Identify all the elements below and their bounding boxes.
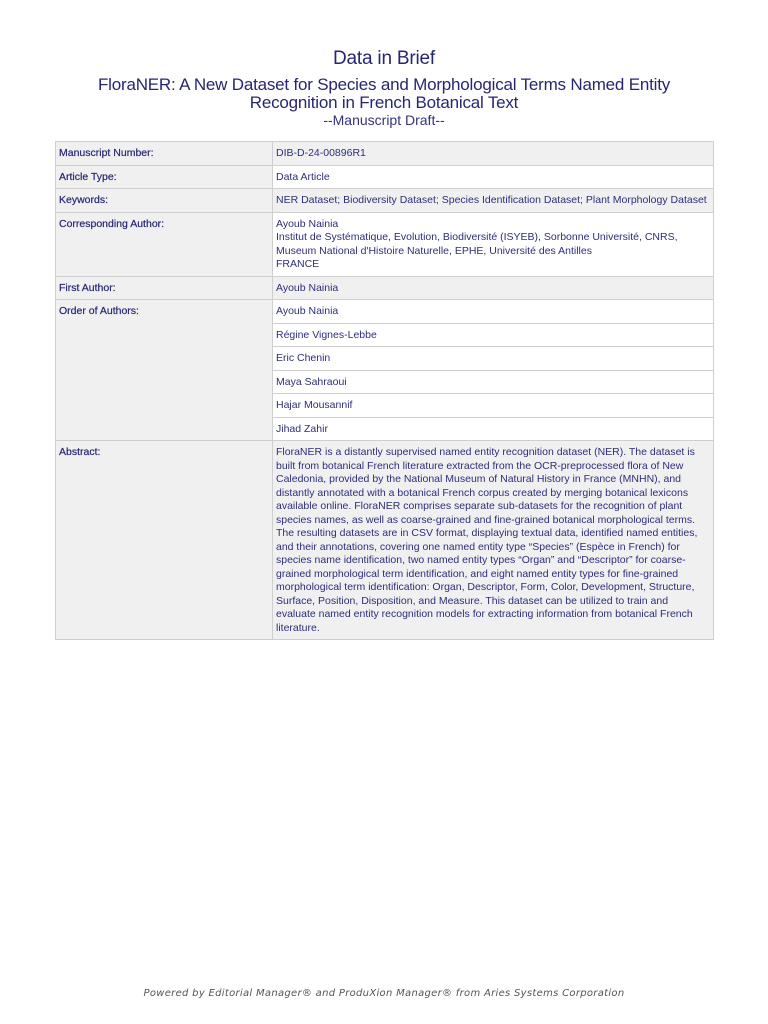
label-abstract: Abstract: xyxy=(56,441,273,640)
corresponding-author-country: FRANCE xyxy=(276,258,320,270)
value-first-author: Ayoub Nainia xyxy=(273,276,714,300)
article-title-line-2: Recognition in French Botanical Text xyxy=(249,93,519,112)
value-keywords: NER Dataset; Biodiversity Dataset; Species Identification Dataset; Plant Morphology Dataset xyxy=(273,189,714,213)
label-order-of-authors: Order of Authors: xyxy=(56,300,273,441)
row-article-type xyxy=(56,165,714,189)
article-title-line-1: FloraNER: A New Dataset for Species and Morphological Terms Named Entity xyxy=(97,75,671,94)
value-corresponding-author xyxy=(273,212,714,276)
label-keywords: Keywords: xyxy=(56,189,273,213)
value-article-type: Data Article xyxy=(273,165,714,189)
manuscript-draft-label: --Manuscript Draft-- xyxy=(323,112,445,128)
corresponding-author-affiliation-2: Museum National d'Histoire Naturelle, EPHE, Université des Antilles xyxy=(276,244,592,257)
author-entry: Hajar Mousannif xyxy=(273,394,714,418)
row-corresponding-author xyxy=(56,212,714,276)
corresponding-author-affiliation-1: Institut de Systématique, Evolution, Biodiversité (ISYEB), Sorbonne Université, CNRS, xyxy=(276,231,678,243)
article-title xyxy=(0,76,768,112)
author-entry: Régine Vignes-Lebbe xyxy=(273,323,714,347)
value-abstract: FloraNER is a distantly supervised named entity recognition dataset (NER). The dataset is built from botanical French literature extracted from the OCR-preprocessed flora of New Caledonia, provided by the National Museum of Natural History in France (MNHN), and distantly annotated with a botanical French corpus created by merging botanical lexicons available online. FloraNER comprises separate sub-datasets for the recognition of plant species names, as well as coarse-grained and fine-grained botanical morphological terms. The resulting datasets are in CSV format, displaying textual data, identified named entities, and their annotations, covering one named entity type “Species” (Espèce in French) for species name identification, two named entity types “Organ” and “Descriptor” for coarse-grained morphological term identification, and eight named entity types for fine-grained morphological term identification: Organ, Descriptor, Form, Color, Development, Structure, Surface, Position, Disposition, and Measure. This dataset can be utilized to train and evaluate named entity recognition models for extracting information from botanical French literature. xyxy=(273,441,714,640)
corresponding-author-name: Ayoub Nainia xyxy=(276,217,339,230)
row-abstract xyxy=(56,441,714,640)
author-entry: Jihad Zahir xyxy=(273,417,714,441)
value-manuscript-number: DIB-D-24-00896R1 xyxy=(273,142,714,166)
manuscript-metadata-table xyxy=(55,141,714,640)
row-order-of-authors xyxy=(56,300,714,324)
journal-name: Data in Brief xyxy=(333,48,435,69)
label-article-type: Article Type: xyxy=(56,165,273,189)
label-first-author: First Author: xyxy=(56,276,273,300)
document-header xyxy=(0,47,768,128)
row-manuscript-number xyxy=(56,142,714,166)
author-entry: Ayoub Nainia xyxy=(273,300,714,324)
author-entry: Maya Sahraoui xyxy=(273,370,714,394)
label-manuscript-number: Manuscript Number: xyxy=(56,142,273,166)
row-first-author xyxy=(56,276,714,300)
label-corresponding-author: Corresponding Author: xyxy=(56,212,273,276)
footer-powered-by: Powered by Editorial Manager® and ProduXion Manager® from Aries Systems Corporation xyxy=(143,988,625,999)
author-entry: Eric Chenin xyxy=(273,347,714,371)
row-keywords xyxy=(56,189,714,213)
